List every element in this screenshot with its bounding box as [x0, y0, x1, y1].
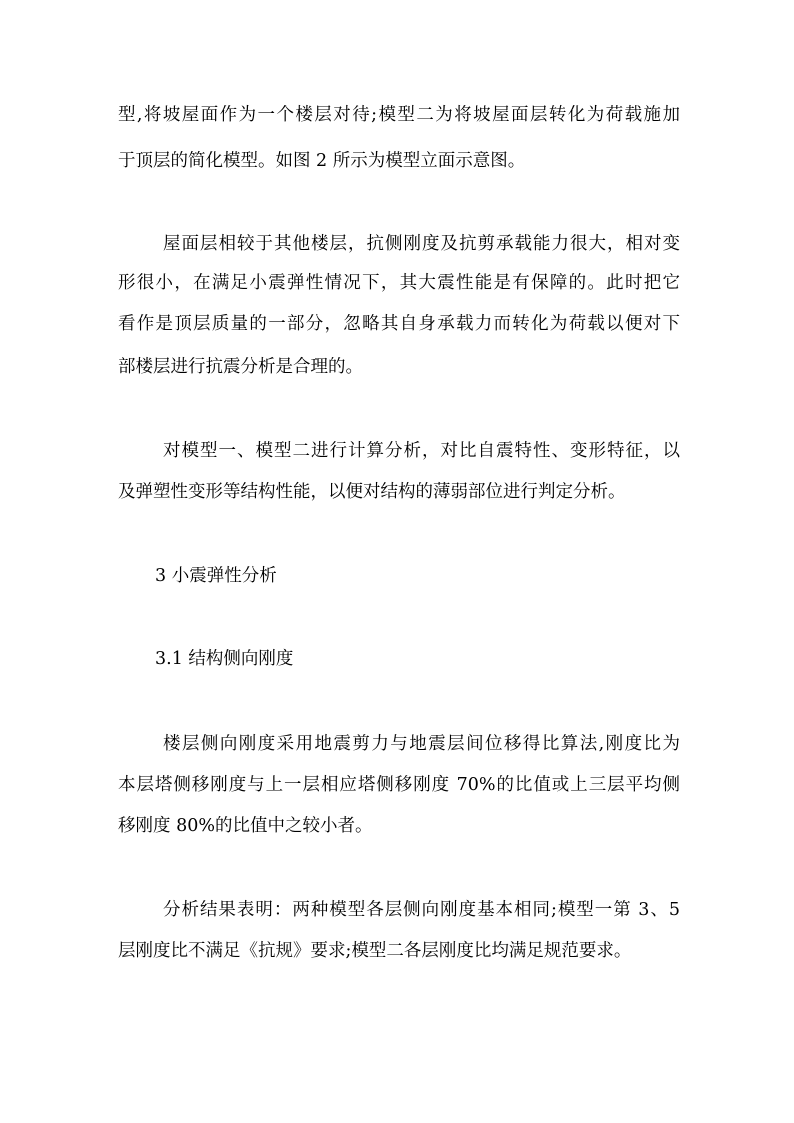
paragraph-1-line-2: 于顶层的简化模型。如图 2 所示为模型立面示意图。: [118, 151, 526, 171]
paragraph-3-line-1: 对模型一、模型二进行计算分析，对比自震特性、变形特征，以: [163, 441, 680, 461]
section-heading-3: 3 小震弹性分析: [155, 566, 277, 586]
paragraph-2-line-3: 看作是顶层质量的一部分，忽略其自身承载力而转化为荷载以便对下: [118, 314, 680, 334]
paragraph-4-line-2: 本层塔侧移刚度与上一层相应塔侧移刚度 70%的比值或上三层平均侧: [118, 775, 680, 795]
paragraph-1-line-1: 型,将坡屋面作为一个楼层对待;模型二为将坡屋面层转化为荷载施加: [118, 105, 680, 125]
paragraph-4-line-3: 移刚度 80%的比值中之较小者。: [118, 816, 373, 836]
paragraph-5-line-1: 分析结果表明：两种模型各层侧向刚度基本相同;模型一第 3、5: [163, 900, 680, 920]
section-heading-3-1: 3.1 结构侧向刚度: [155, 649, 294, 669]
paragraph-2-line-1: 屋面层相较于其他楼层，抗侧刚度及抗剪承载能力很大，相对变: [163, 234, 680, 254]
paragraph-3-line-2: 及弹塑性变形等结构性能，以便对结构的薄弱部位进行判定分析。: [118, 482, 626, 502]
paragraph-4-line-1: 楼层侧向刚度采用地震剪力与地震层间位移得比算法,刚度比为: [163, 734, 680, 754]
paragraph-5-line-2: 层刚度比不满足《抗规》要求;模型二各层刚度比均满足规范要求。: [118, 941, 632, 961]
paragraph-2-line-4: 部楼层进行抗震分析是合理的。: [118, 357, 363, 377]
paragraph-2-line-2: 形很小，在满足小震弹性情况下，其大震性能是有保障的。此时把它: [118, 273, 680, 293]
